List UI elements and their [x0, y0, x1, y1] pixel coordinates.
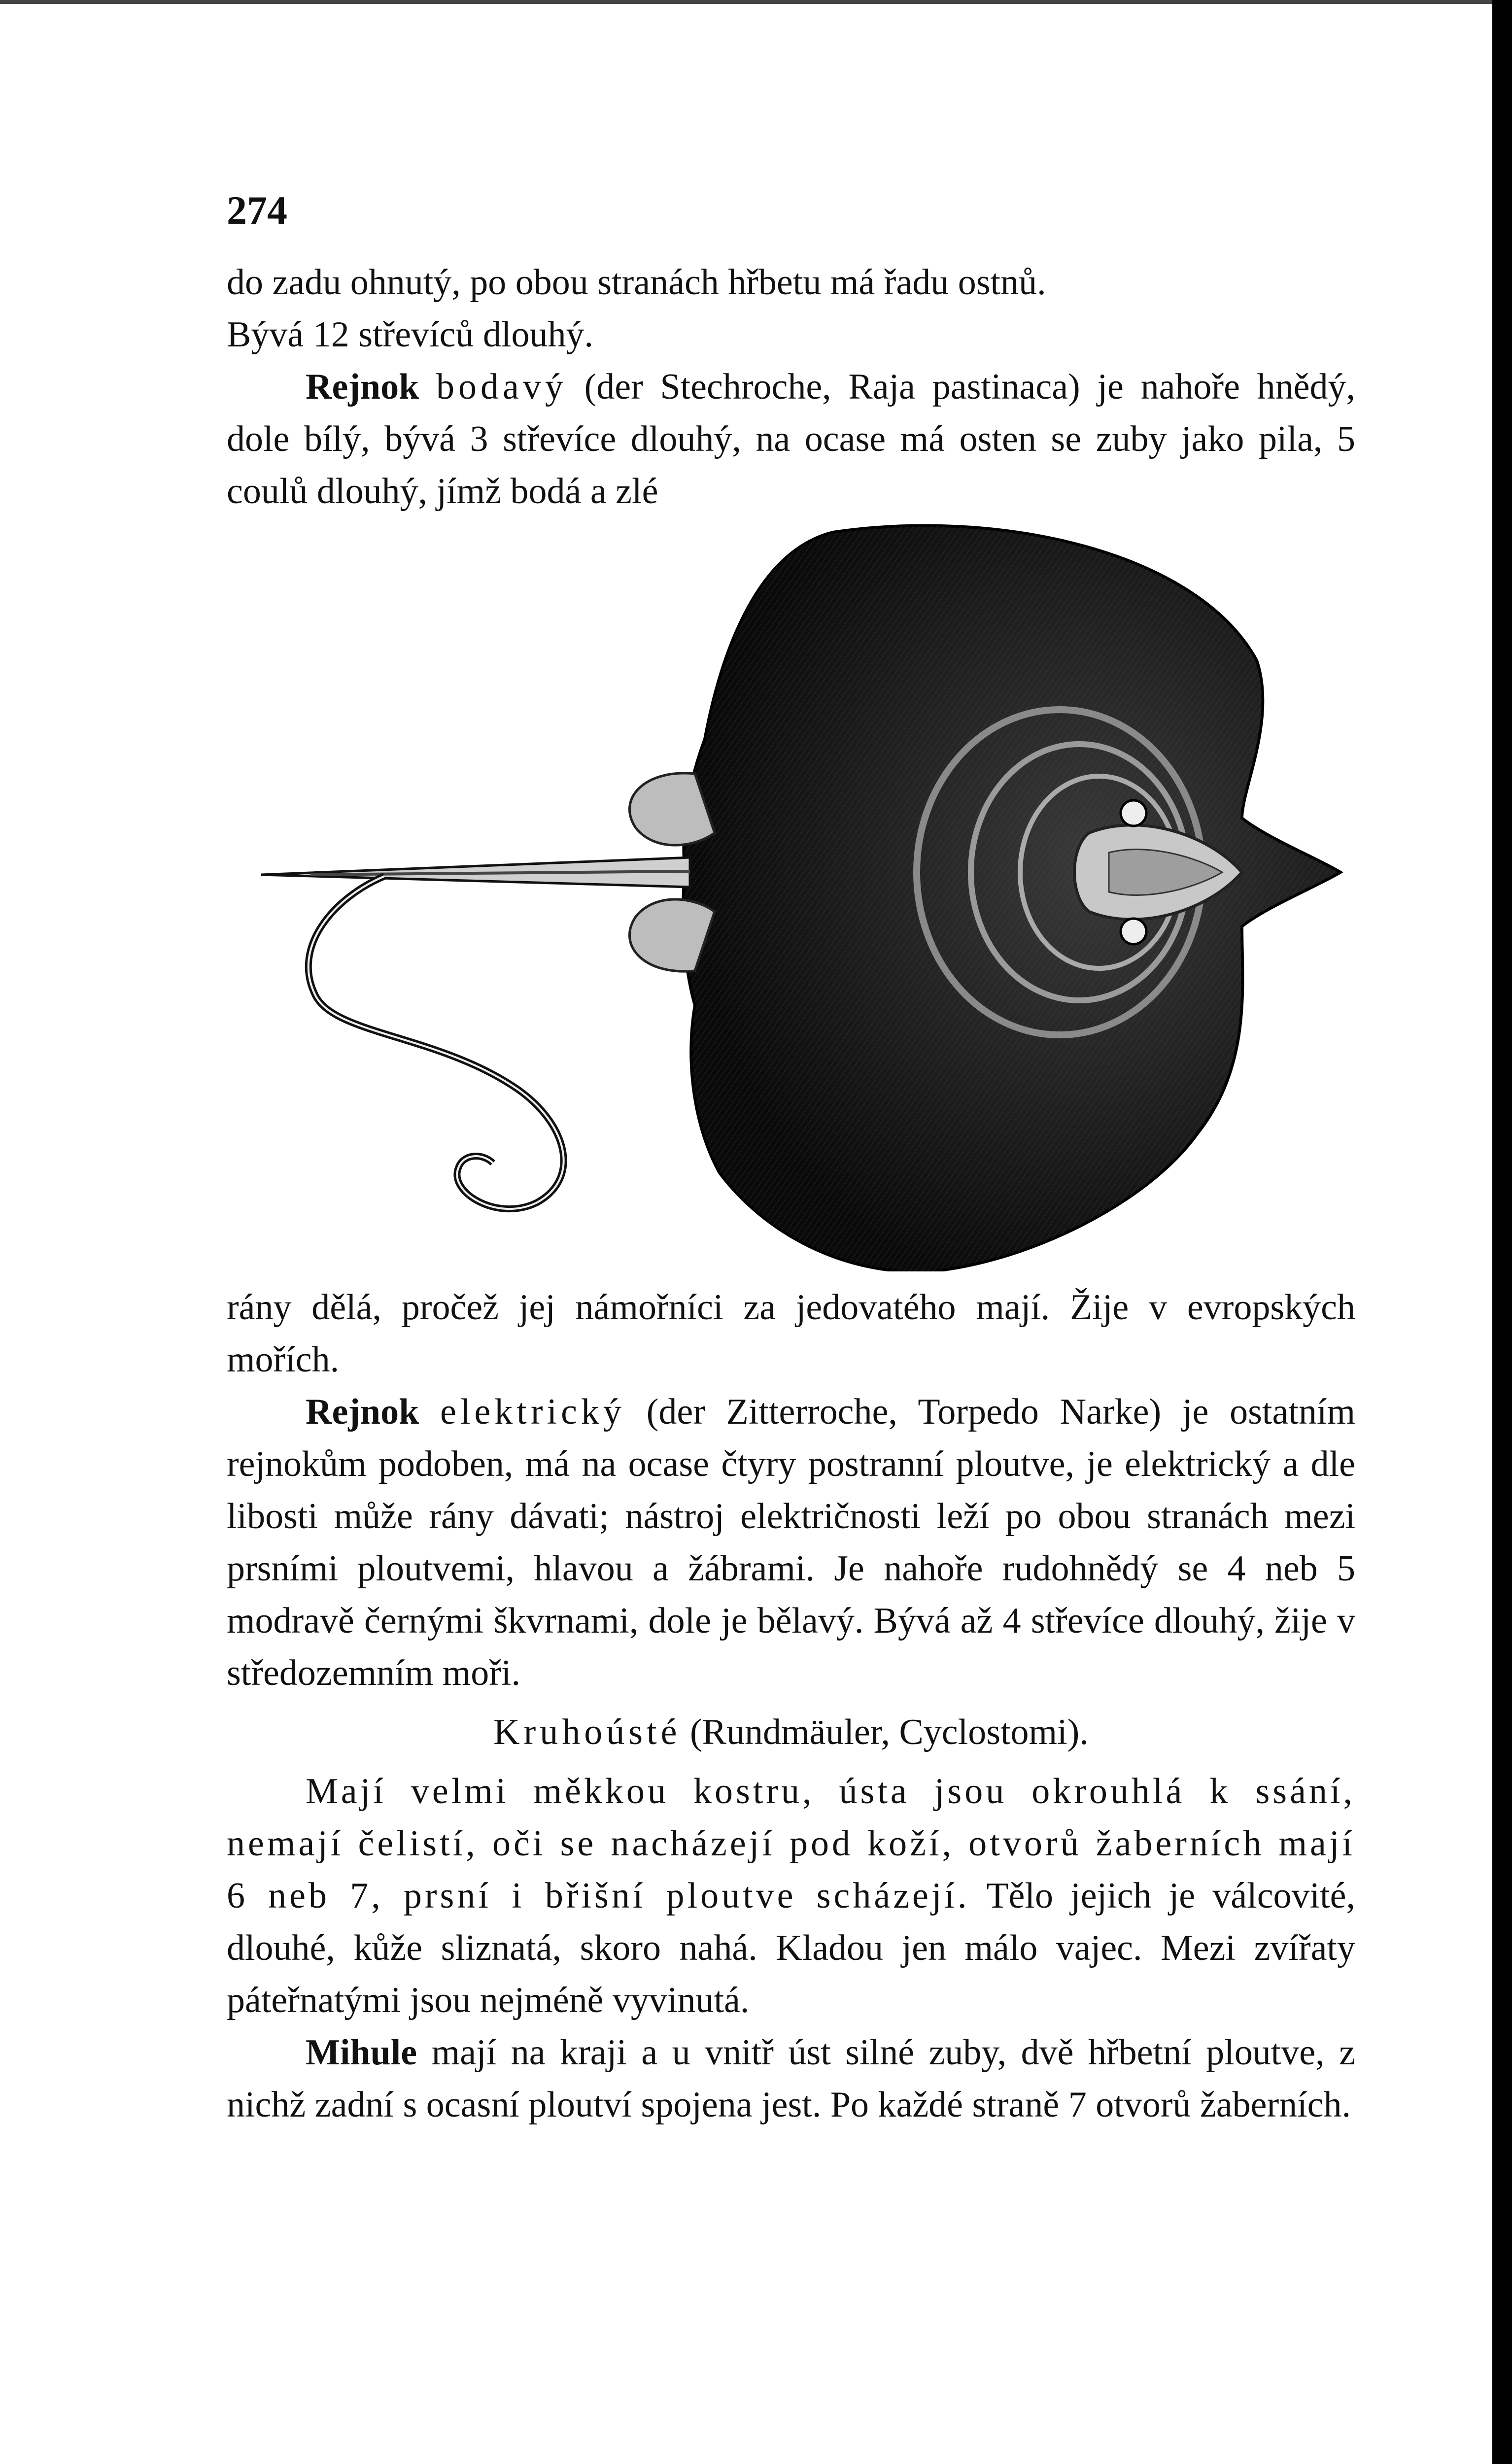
section-title: Kruhoústé	[493, 1712, 681, 1752]
species-epithet: bodavý	[436, 367, 567, 407]
species-name: Rejnok	[306, 1392, 419, 1432]
paragraph-rejnok-bodavy	[227, 361, 1355, 517]
scan-edge-right	[1492, 0, 1512, 2464]
species-names: (der Zitterroche, Torpedo Narke)	[646, 1392, 1162, 1432]
paragraph-rejnok-elektricky	[227, 1386, 1355, 1699]
paragraph-cyclostomi	[227, 1765, 1355, 2026]
scan-edge-top	[0, 0, 1512, 4]
continuation-line-1: do zadu ohnutý, po obou stranách hřbetu má řadu ostnů.	[227, 262, 1046, 303]
text-top	[227, 256, 1355, 517]
text-middle	[227, 1281, 1355, 2131]
section-names: (Rundmäuler, Cyclostomi).	[689, 1712, 1089, 1752]
species-name: Rejnok	[306, 367, 419, 407]
cyclostomi-spaced-text: Mají velmi měkkou kostru, ústa jsou okrouhlá k ssání, nemají čelistí, oči se nacházejí pod koží, otvorů žaberních mají 6 neb 7, prsní i břišní ploutve scházejí.	[227, 1771, 1355, 1916]
species-description: je nahoře hnědý, dole bílý, bývá 3 střevíce dlouhý, na ocase má osten se zuby jako pila, 5 coulů dlouhý, jímž bodá a zlé	[227, 367, 1355, 512]
paragraph-continuation	[227, 256, 1355, 361]
species-description: mají na kraji a u vnitř úst silné zuby, dvě hřbetní ploutve, z nichž zadní s ocasní ploutví spojena jest. Po každé straně 7 otvorů žaberních.	[227, 2032, 1356, 2125]
page-number: 274	[227, 188, 287, 233]
paragraph-mihule	[227, 2026, 1355, 2131]
species-epithet: elektrický	[440, 1392, 625, 1432]
section-heading	[227, 1706, 1355, 1758]
species-names: (der Stechroche, Raja pastinaca)	[584, 367, 1080, 407]
species-name: Mihule	[306, 2032, 417, 2073]
stingray-illustration	[261, 513, 1345, 1271]
cyclostomi-text: Tělo jejich je válcovité, dlouhé, kůže sliznatá, skoro nahá. Kladou jen málo vajec. Mezi zvířaty páteřnatými jsou nejméně vyvinutá.	[227, 1876, 1355, 2020]
paragraph-rejnok-bodavy-end: rány dělá, pročež jej námořníci za jedovatého mají. Žije v evropských mořích.	[227, 1287, 1355, 1380]
species-description: je ostatním rejnokům podoben, má na ocase čtyry postranní ploutve, je elektrický a dle libosti může rány dávati; nástroj električnosti leží po obou stranách mezi prsními ploutvemi, hlavou a žábrami. Je nahoře rudohnědý se 4 neb 5 modravě černými škvrnami, dole je bělavý. Bývá až 4 střevíce dlouhý, žije v středozemním moři.	[227, 1392, 1355, 1693]
continuation-line-2: Bývá 12 střevíců dlouhý.	[227, 314, 594, 355]
